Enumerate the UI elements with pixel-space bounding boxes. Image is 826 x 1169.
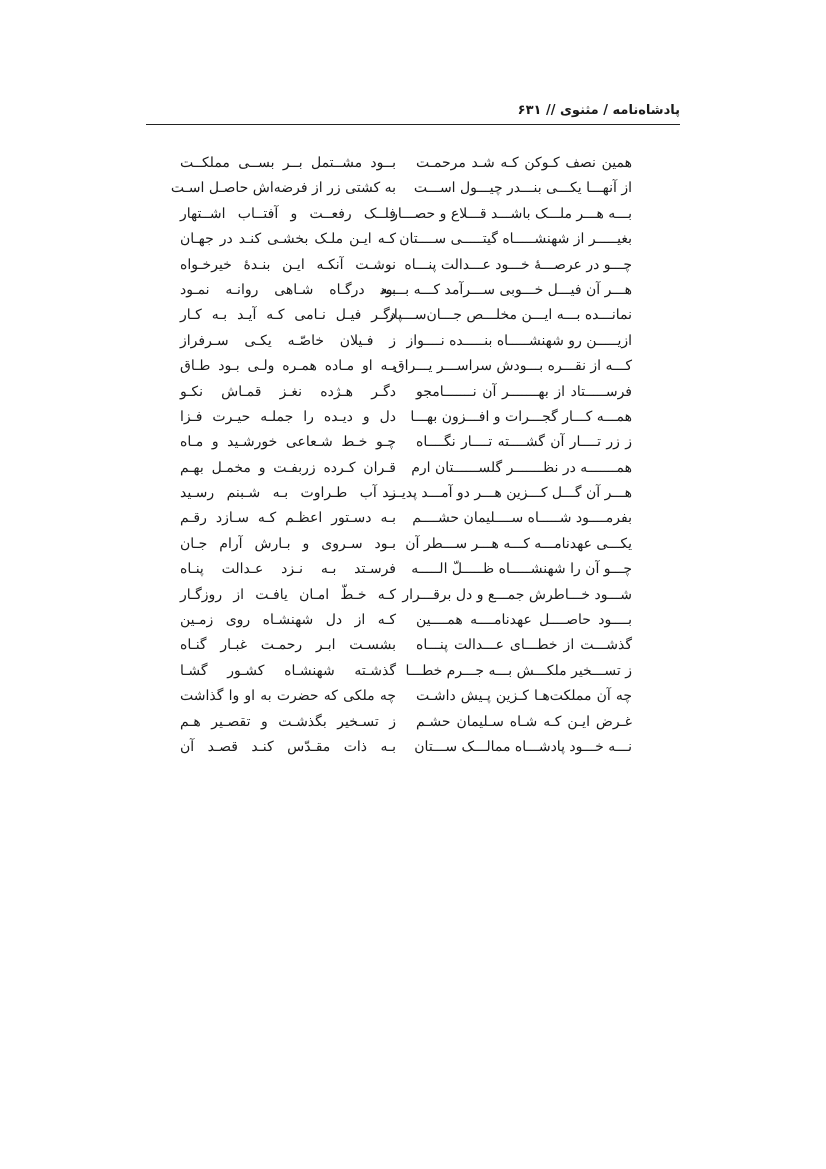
verse-hemistich-second: چـو خـط شـعاعی خورشـید و مـاه [180, 434, 396, 451]
verse-hemistich-second: گذشـته شهنشـاه کشـور گشـا [180, 662, 396, 679]
verse-hemistich-first: چـــو در عرصـــهٔ خـــود عـــدالت پنـــاه [404, 256, 632, 273]
verse-hemistich-second: ز فـیلان خاصّـه یکـی سـرفراز [180, 332, 396, 349]
verse-hemistich-second: کـه خـطّ امـان یافـت از روزگـار [180, 586, 396, 603]
verse-hemistich-second: ز آب طـراوت بـه شـبنم رسـید [180, 485, 396, 502]
verse-hemistich-first: چـــو آن را شهنشـــــاه ظـــــلّ الـــــه [411, 561, 632, 578]
right-hemistich-column [379, 151, 632, 760]
verse-hemistich-second: بـه او مـاده همـره ولـی بـود طـاق [180, 358, 396, 375]
verse-hemistich-first: ز تســـخیر ملکـــش بـــه جـــرم خطـــا [405, 662, 632, 679]
verse-hemistich-first: ازیـــــن رو شهنشـــــاه بنـــــده نــــواز [406, 332, 632, 349]
verse-hemistich-second: بــود مشــتمل بــر بســی مملکــت [180, 155, 396, 171]
left-hemistich-column [170, 151, 396, 760]
verse-hemistich-first: هـــر آن فیـــل خـــوبی ســـرآمد کـــه بـــود [379, 281, 632, 298]
verse-hemistich-first: یکـــی عهدنامـــه کـــه هـــر ســـطر آن [405, 535, 632, 552]
verse-hemistich-second: دگـر هـژده نغـز قمـاش نکـو [180, 383, 396, 400]
verse-hemistich-second: نوشـت آنکـه ایـن بنـدهٔ خیرخـواه [180, 256, 396, 273]
verse-hemistich-first: فرســـــتاد از بهـــــــر آن نـــــــامجو [416, 383, 632, 400]
verse-hemistich-second: کـه ایـن ملـک بخشـی کنـد در جهـان [180, 231, 396, 248]
verse-hemistich-second: بـه دسـتور اعظـم کـه سـازد رقـم [180, 510, 396, 527]
verse-hemistich-second: قـران کـرده زربفـت و مخمـل بهـم [180, 459, 396, 476]
verse-hemistich-first: شـــود خـــاطرش جمـــع و دل برقـــرار [402, 586, 632, 603]
verse-hemistich-second: دگـر فیـل نـامی کـه آیـد بـه کـار [180, 307, 396, 324]
verse-hemistich-second: فرسـتد بـه نـزد عـدالت پنـاه [180, 561, 396, 578]
verse-hemistich-first: از آنهـــا یکـــی بنـــدر چیـــول اســـت [413, 180, 632, 197]
header-rule [146, 124, 680, 125]
verse-hemistich-first: کـــه از نقـــره بـــودش سراســـر یـــراق [393, 358, 632, 375]
verse-hemistich-second: چه ملکی که حضرت به او وا گذاشت [180, 688, 396, 705]
verse-hemistich-second: بـود سـروی و بـارش آرام جـان [180, 535, 396, 552]
verse-hemistich-first: همـــه کـــار گجـــرات و افـــزون بهـــا [410, 408, 632, 425]
verse-hemistich-second: ز تسـخیر بگذشـت و تقصـیر هـم [180, 713, 396, 730]
verse-hemistich-second: دل و دیـده را جملـه حیـرت فـزا [180, 408, 396, 425]
verse-hemistich-second: کـه از دل شهنشـاه روی زمـین [180, 612, 396, 629]
verse-hemistich-first: نـــه خـــود پادشـــاه ممالـــک ســـتان [414, 738, 632, 755]
verse-columns [170, 151, 632, 761]
verse-hemistich-first: بغیـــــر از شهنشـــــاه گیتـــــی ســــتان [399, 231, 632, 248]
verse-hemistich-first: گذشـــت از خطـــای عـــدالت پنـــاه [416, 637, 632, 654]
verse-hemistich-first: همین نصف کـوکن کـه شـد مرحمـت [416, 155, 632, 171]
verse-hemistich-first: بـــه هـــر ملـــک باشـــد قـــلاع و حصـــار [391, 205, 632, 222]
verse-hemistich-first: نمانـــده بـــه ایـــن مخلـــص جـــان‌ســـپار [387, 307, 632, 324]
verse-hemistich-first: بفرمــــود شـــــاه ســــلیمان حشــــم [412, 510, 632, 527]
verse-hemistich-first: چه آن مملکت‌هـا کـزین پـیش داشـت [416, 688, 632, 705]
verse-hemistich-second: بشسـت ابـر رحمـت غبـار گنـاه [180, 637, 396, 654]
verse-hemistich-first: همـــــــه در نظـــــــر گلســــــتان ارم [411, 459, 632, 476]
running-head: پادشاه‌نامه / مثنوی // ۶۳۱ [517, 103, 680, 118]
verse-hemistich-second: فلــک رفعــت و آفتــاب اشــتهار [180, 205, 396, 222]
verse-hemistich-first: ز زر تــــار آن گشــــته تــــار نگــــاه [416, 434, 632, 451]
verse-hemistich-second: بـه درگـاه شـاهی روانـه نمـود [180, 281, 396, 298]
page-header [146, 103, 680, 123]
verse-hemistich-first: بــــود حاصــــل عهدنامــــه همــــین [416, 612, 632, 629]
verse-hemistich-first: غـرض ایـن کـه شـاه سـلیمان حشـم [416, 713, 632, 730]
verse-hemistich-second: به کشتی زر از فرضه‌اش حاصـل اسـت [170, 180, 396, 197]
verse-hemistich-first: هـــر آن گـــل کـــزین هـــر دو آمـــد پدیـــد [382, 485, 632, 502]
verse-hemistich-second: بـه ذات مقـدّس کنـد قصـد آن [180, 738, 396, 755]
